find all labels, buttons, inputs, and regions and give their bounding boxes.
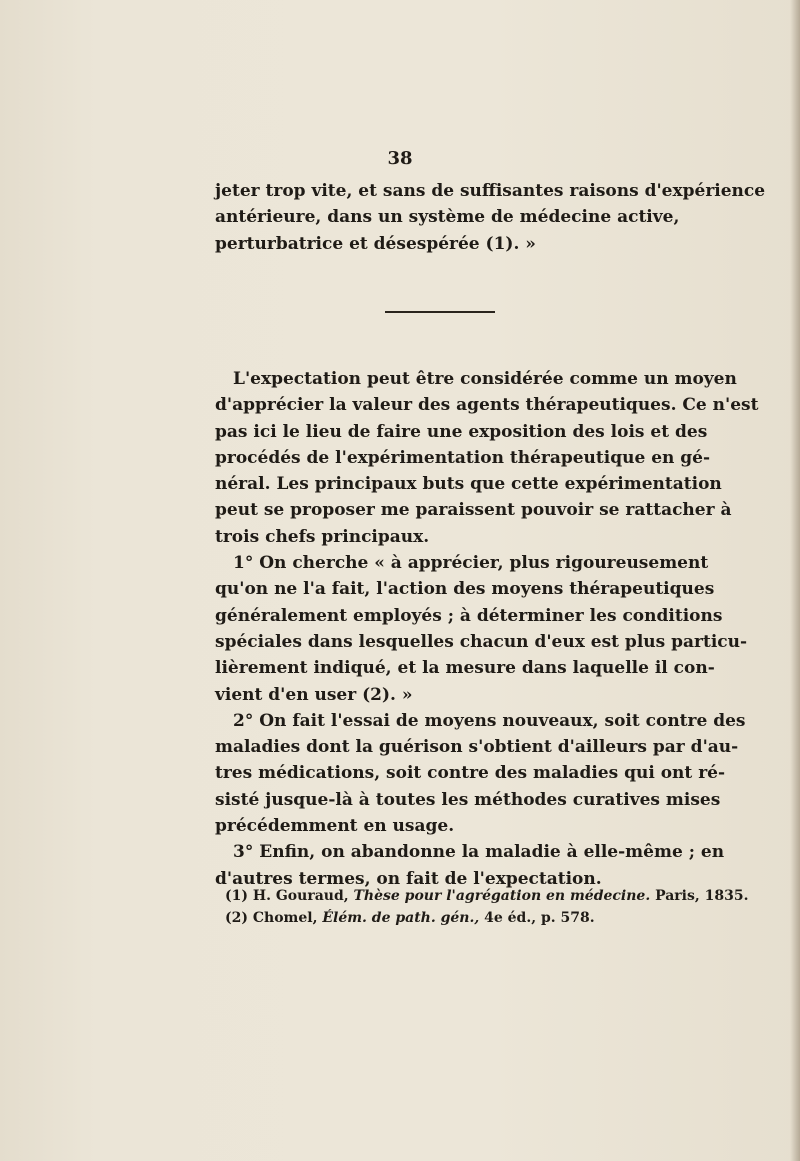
text-line: sisté jusque-là à toutes les méthodes curatives mises [215, 789, 721, 810]
paragraph [215, 550, 748, 708]
footnotes [215, 885, 749, 929]
text-line: maladies dont la guérison s'obtient d'ailleurs par d'au- [215, 737, 739, 758]
footnote-number: (1) [225, 888, 248, 904]
text-line: 3° Enfin, on abandonne la maladie à elle-même ; en [233, 842, 725, 863]
text-line: d'autres termes, on fait de l'expectation. [215, 868, 602, 889]
text-line: spéciales dans lesquelles chacun d'eux est plus particu- [215, 631, 748, 652]
text-line: peut se proposer me paraissent pouvoir se rattacher à [215, 500, 732, 521]
text-line: tres médications, soit contre des maladies qui ont ré- [215, 763, 726, 784]
text-line: qu'on ne l'a fait, l'action des moyens thérapeutiques [215, 579, 715, 600]
text-line: néral. Les principaux buts que cette expérimentation [215, 474, 722, 495]
text-line: perturbatrice et désespérée (1). » [215, 233, 536, 254]
text-line: généralement employés ; à déterminer les conditions [215, 605, 723, 626]
footnote-author: Chomel, [252, 910, 318, 926]
text-line: procédés de l'expérimentation thérapeutique en gé- [215, 447, 711, 468]
text-line: d'apprécier la valeur des agents thérapeutiques. Ce n'est [215, 395, 759, 416]
text-line: lièrement indiqué, et la mesure dans laquelle il con- [215, 658, 715, 679]
footnote-number: (2) [225, 910, 248, 926]
paragraph [215, 708, 746, 839]
footnote-title: Thèse pour l'agrégation en médecine. [353, 888, 651, 904]
page-edge-shadow [790, 0, 800, 1161]
footnote-rest: Paris, 1835. [655, 888, 749, 904]
quote-continuation [215, 178, 766, 257]
section-divider [385, 311, 495, 313]
text-line: 2° On fait l'essai de moyens nouveaux, soit contre des [233, 710, 746, 731]
text-line: 1° On cherche « à apprécier, plus rigoureusement [233, 553, 709, 574]
footnote-2 [215, 907, 685, 929]
footnote-rest: 4e éd., p. 578. [484, 910, 595, 926]
body-text [215, 366, 759, 892]
footnote-author: H. Gouraud, [252, 888, 349, 904]
text-line: L'expectation peut être considérée comme un moyen [233, 369, 737, 389]
text-line: précédemment en usage. [215, 816, 455, 837]
text-line: jeter trop vite, et sans de suffisantes raisons d'expérience [215, 181, 766, 201]
text-line: pas ici le lieu de faire une exposition des lois et des [215, 421, 708, 442]
footnote-title: Élém. de path. gén., [322, 910, 480, 926]
footnote-1 [215, 885, 749, 907]
text-line: antérieure, dans un système de médecine active, [215, 207, 680, 228]
page-number: 38 [387, 148, 413, 169]
text-line: vient d'en user (2). » [215, 684, 413, 705]
paragraph [215, 366, 759, 550]
text-line: trois chefs principaux. [215, 526, 430, 547]
